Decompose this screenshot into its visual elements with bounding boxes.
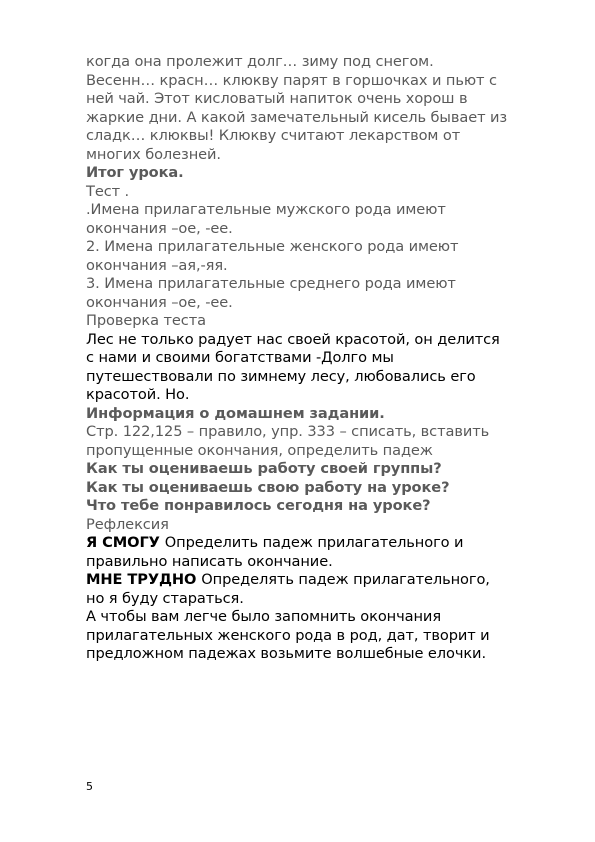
bold-text: Итог урока. (86, 164, 184, 181)
text-line (86, 257, 556, 276)
text-span: .Имена прилагательные мужского рода имеют (86, 201, 446, 218)
text-span: прилагательных женского рода в род, дат, творит и (86, 626, 490, 644)
text-line (86, 460, 556, 479)
text-line (86, 183, 556, 202)
bold-text: Что тебе понравилось сегодня на уроке? (86, 497, 431, 514)
text-line (86, 294, 556, 313)
bold-text: Как ты оцениваешь работу своей группы? (86, 460, 442, 477)
text-span: красотой. Но. (86, 386, 190, 403)
text-span: ней чай. Этот кисловатый напиток очень хорош в (86, 90, 468, 107)
text-span: предложном падежах возьмите волшебные елочки. (86, 645, 486, 662)
bold-text: Как ты оцениваешь свою работу на уроке? (86, 478, 450, 496)
text-line (86, 146, 556, 165)
bold-text: Информация о домашнем задании. (86, 404, 385, 422)
text-line (86, 109, 556, 128)
text-span: но я буду стараться. (86, 589, 244, 607)
text-line (86, 627, 556, 646)
text-span: когда она пролежит долг… зиму под снегом. (86, 53, 434, 70)
text-span: Рефлексия (86, 515, 169, 533)
text-line (86, 331, 556, 350)
text-line (86, 238, 556, 257)
text-span: 2. Имена прилагательные женского рода имеют (86, 238, 459, 255)
text-span: жаркие дни. А какой замечательный кисель бывает из (86, 108, 508, 126)
text-line (86, 164, 556, 183)
text-span: правильно написать окончание. (86, 552, 333, 570)
text-line (86, 645, 556, 664)
text-line (86, 275, 556, 294)
text-span: Проверка теста (86, 312, 206, 329)
text-span: путешествовали по зимнему лесу, любовались его (86, 367, 476, 385)
text-line (86, 516, 556, 535)
text-line (86, 72, 556, 91)
text-line (86, 423, 556, 442)
text-span: многих болезней. (86, 145, 221, 163)
bold-text: МНЕ ТРУДНО (86, 571, 202, 588)
text-span: окончания –ое, -ее. (86, 293, 233, 311)
text-line (86, 386, 556, 405)
text-span: сладк… клюквы! Клюкву считают лекарством от (86, 127, 461, 144)
text-span: Определять падеж прилагательного, (201, 571, 490, 588)
text-line (86, 553, 556, 572)
text-span: Стр. 122,125 – правило, упр. 333 – списать, вставить (86, 423, 490, 440)
text-line (86, 349, 556, 368)
text-line (86, 608, 556, 627)
text-line (86, 201, 556, 220)
text-span: Определить падеж прилагательного и (164, 534, 464, 551)
text-line (86, 442, 556, 461)
text-line (86, 312, 556, 331)
bold-text: Я СМОГУ (86, 534, 165, 551)
text-line (86, 479, 556, 498)
document-body (86, 53, 556, 664)
text-line (86, 220, 556, 239)
text-span: Лес не только радует нас своей красотой, он делится (86, 330, 500, 348)
text-span: окончания –ая,-яя. (86, 256, 228, 274)
text-line (86, 405, 556, 424)
text-span: Тест . (86, 182, 130, 200)
text-span: А чтобы вам легче было запомнить окончания (86, 608, 441, 625)
text-line (86, 497, 556, 516)
text-span: Весенн… красн… клюкву парят в горшочках и пьют с (86, 71, 497, 89)
text-span: 3. Имена прилагательные среднего рода имеют (86, 275, 456, 292)
text-line (86, 368, 556, 387)
text-line (86, 90, 556, 109)
text-line (86, 127, 556, 146)
text-span: пропущенные окончания, определить падеж (86, 441, 433, 459)
text-span: с нами и своими богатствами -Долго мы (86, 349, 394, 366)
text-line (86, 534, 556, 553)
text-span: окончания –ое, -ее. (86, 219, 233, 237)
text-line (86, 571, 556, 590)
text-line (86, 590, 556, 609)
text-line (86, 53, 556, 72)
page-number: 5 (86, 780, 93, 793)
